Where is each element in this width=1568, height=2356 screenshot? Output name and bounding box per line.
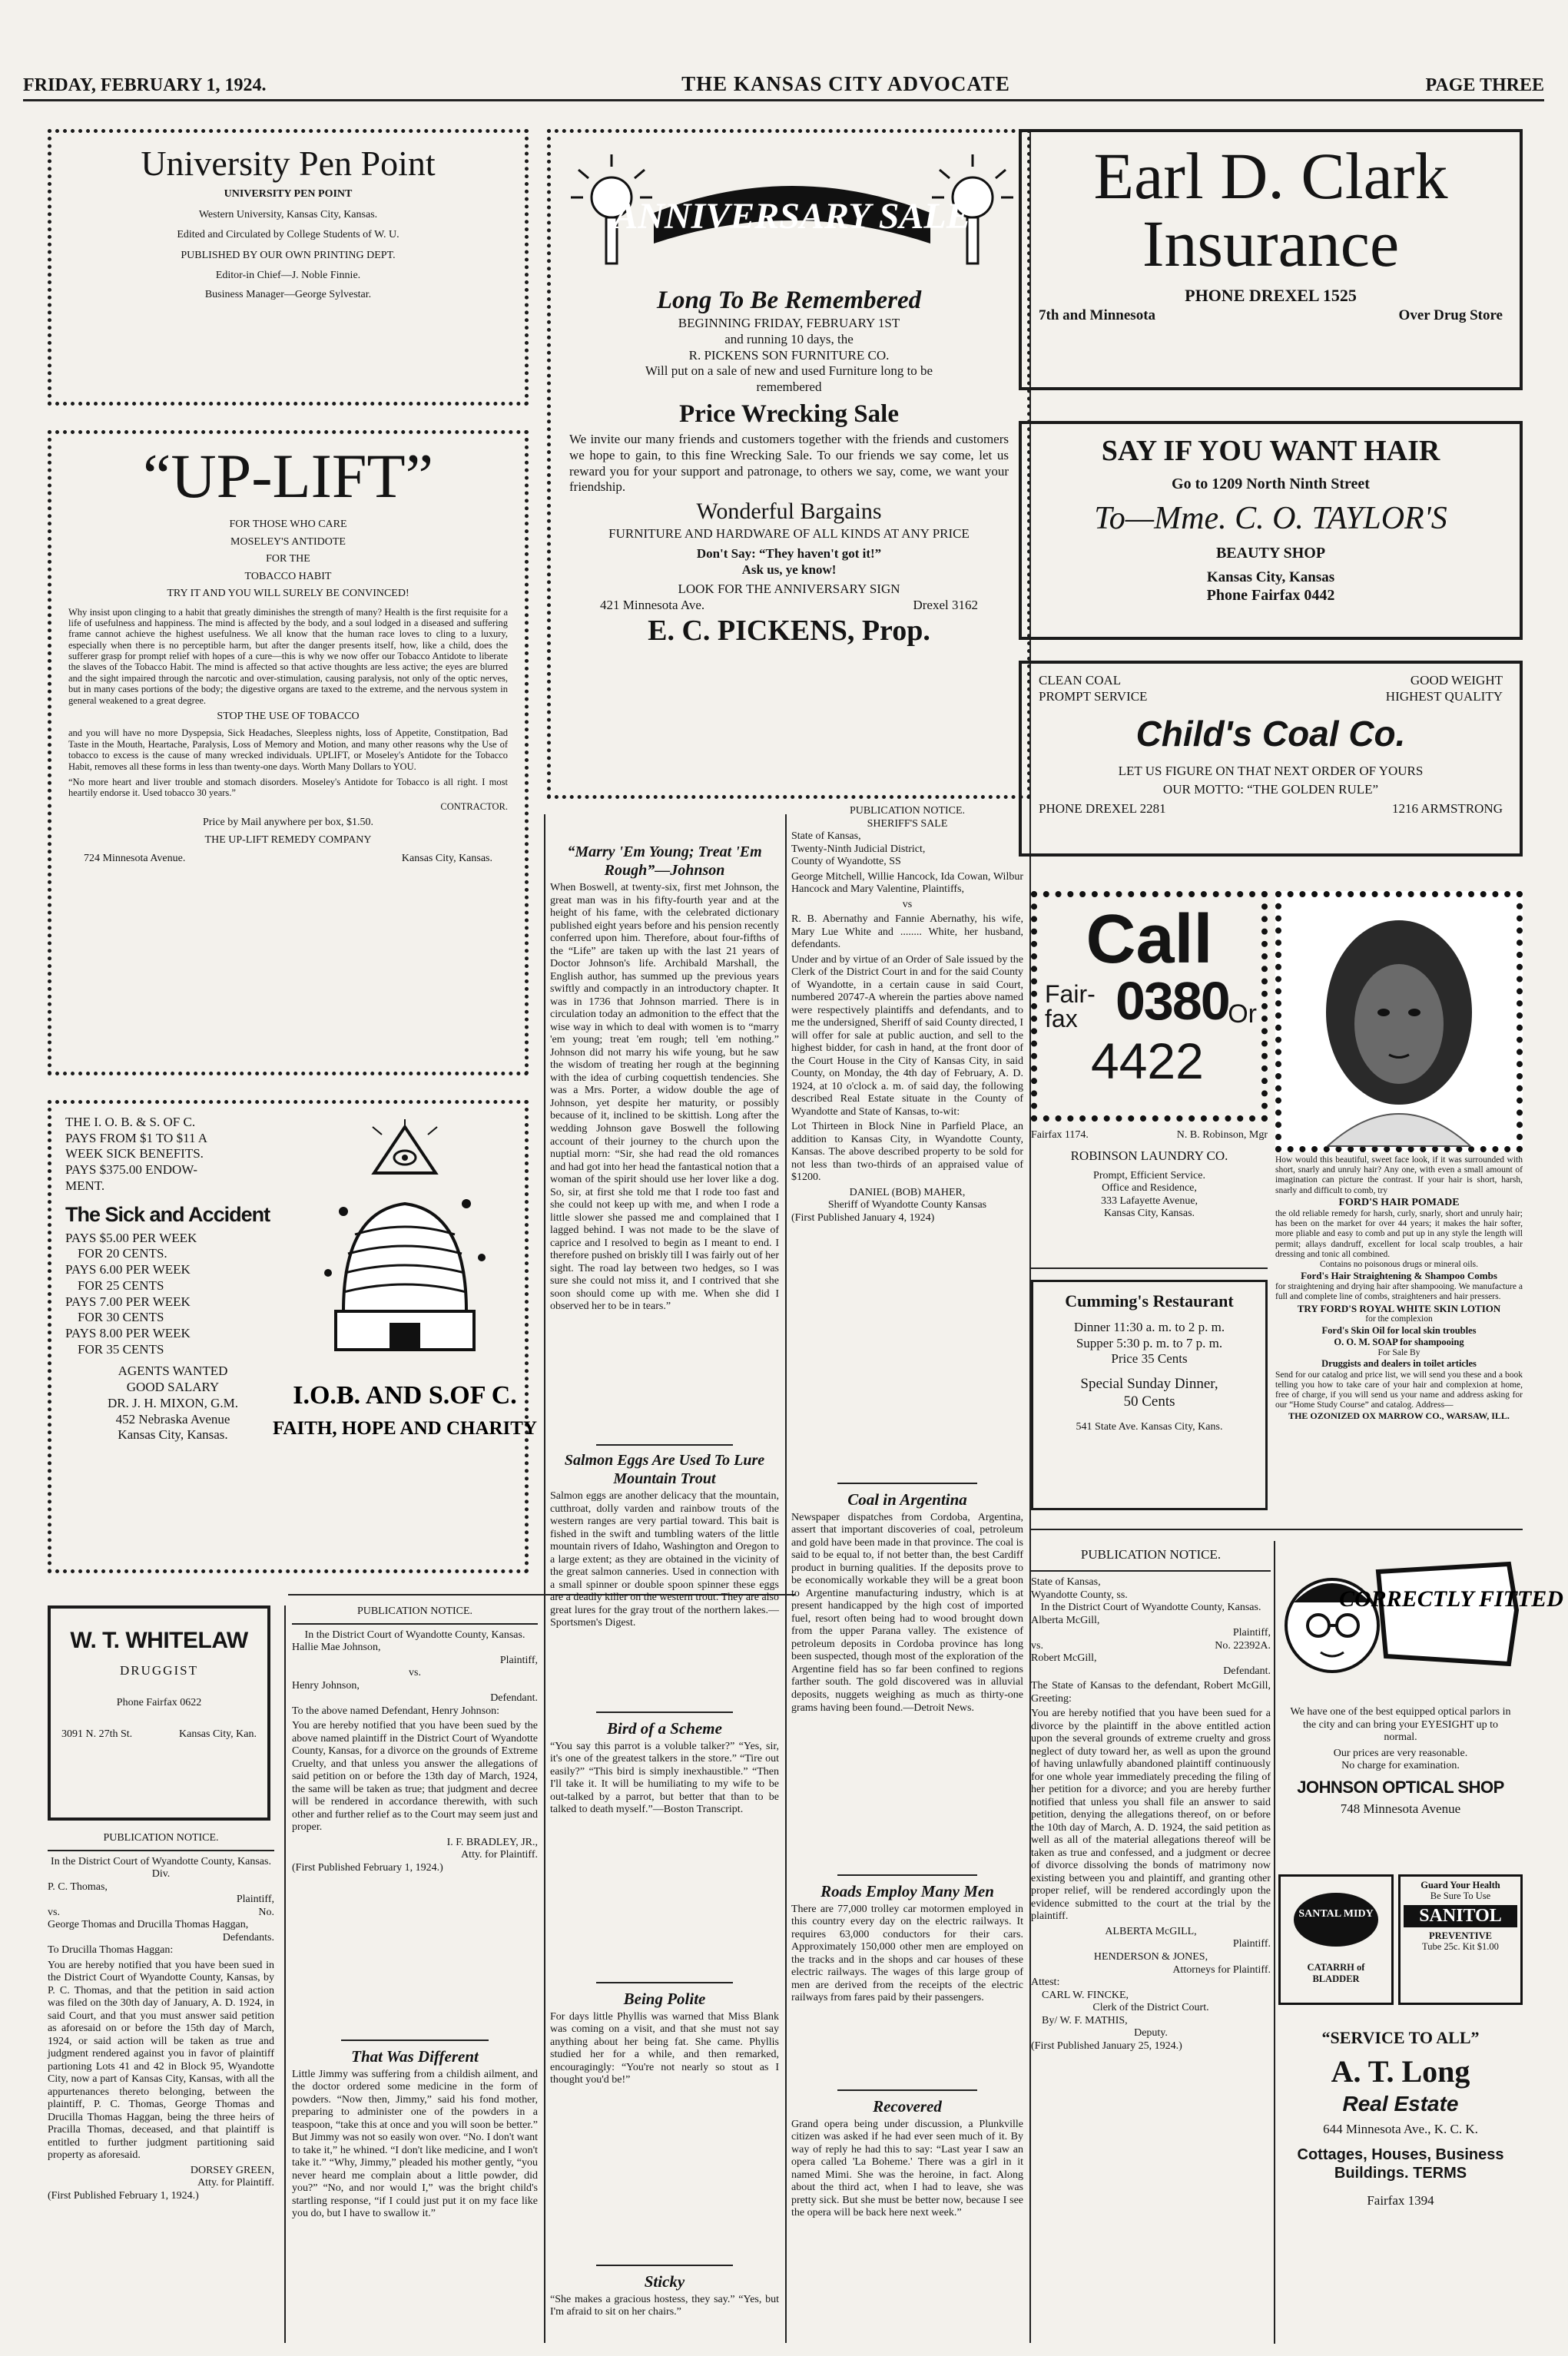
uplift-contractor: CONTRACTOR.	[440, 800, 508, 812]
different-title: That Was Different	[351, 2047, 479, 2066]
long-c1: Cottages, Houses, Business Buildings. TERMS	[1297, 2146, 1504, 2182]
uplift-ad	[48, 430, 529, 1075]
mcgill-sig2: Plaintiff.	[1232, 1938, 1271, 1950]
long-name: A. T. Long	[1331, 2053, 1470, 2089]
johnson-body: When Boswell, at twenty-six, first met Johnson, the great man was in his fifty-fourth year and at the height of his fame, with the celebrated dictionary published eight years before and his pension recently conferred upon him. Therefore, about four-fifths of the “Life” are taken up with the last 21 years of Doctor Johnson's life. Archibald Marshall, the English author, has summed up the previous years swiftly and compactly in an introductory chapter. It was in 1736 that Johnson married. There is in circulation today an admonition to the effect that the wise way in which to deal with women is to “marry 'em young; treat 'em rough; tell 'em nothing.” Johnson did not marry his wife young, but he saw the wisdom of treating her rough at the beginning with the idea of curbing coquettish tendencies. She was a Mrs. Porter, a widow double the age of Johnson, yet despite her maturity, or possibly because of it, inclined to be skittish. Long after the wedding Johnson gave Boswell the following account of their journey to the church upon the nuptial morn: “Sir, she had read the old romances and had got into her head the fantastical notion that a woman of the spirit should use her lover like a dog. So, sir, at first she told me that I rode too fast and she could not keep up with me, and when I rode a little slower she passed me and complained that I lagged behind. I was not made to be the slave of caprice and I resolved to begin as I meant to end. I therefore pushed on briskly till I was fairly out of her sight. The road lay between two hedges, so I was sure she could not miss it, and I contrived that she soon should come up with me. When she did I observed her to be in tears.”	[550, 882, 779, 1313]
salmon-title: Salmon Eggs Are Used To Lure Mountain Trout	[564, 1452, 765, 1487]
sheriff-dist: Twenty-Ninth Judicial District,	[791, 843, 926, 855]
cummings-l4: Special Sunday Dinner,	[1080, 1376, 1218, 1393]
mcgill-sig: ALBERTA McGILL,	[1105, 1925, 1197, 1937]
anniv-long: Long To Be Remembered	[656, 287, 922, 314]
whitelaw-city: Kansas City, Kan.	[179, 1728, 257, 1740]
sheriff-def: R. B. Abernathy and Fannie Abernathy, his wife, Mary Lue White and ........ White, her husband, defendants.	[791, 913, 1023, 951]
coal-body: Newspaper dispatches from Cordoba, Argentina, assert that important discoveries of coal, petroleum and gold have been made in that province. The coal is said to be equal to, if not better than, the best Cardiff product in burning qualities. If the deposits prove to be economically workable they will be a great boon to Argentine manufacturing industry, which is at present handicapped by the high cost of imported fuel, resort often being had to wood brought down from the upper Parana valley. The existence of petroleum deposits in Cordoba province has long been suspected, though most of the exploration of the Argentine field has so far been confined to regions farther south. The gold discovered was in alluvial deposits, nuggets weighing as much as thirty-one grams having been found.—Detroit News.	[791, 1511, 1023, 1714]
sheriff-sig: DANIEL (BOB) MAHER,	[849, 1186, 966, 1198]
salmon-body: Salmon eggs are another delicacy that the mountain, cutthroat, dolly varden and rainbow trouts of the western ranges are very partial toward. This bait is fished in the swift and tumbling waters of the little mountain rivers of Idaho, Washington and Oregon to a large extent; as they are obtained in the vicinity of the great salmon canneries. Used in connection with a small spinner or double spoon spinner these eggs are a deadly killer on the western trout. They are also great lures for the gray trout of the northern lakes.—Sportsmen's Digest.	[550, 1490, 779, 1629]
laundry-l3: Prompt, Efficient Service.	[1093, 1169, 1205, 1181]
johnson-title: “Marry 'Em Young; Treat 'Em Rough”—Johnson	[567, 843, 762, 879]
iob-doctor: DR. J. H. MIXON, G.M.	[107, 1395, 238, 1410]
whitelaw-name: W. T. WHITELAW	[70, 1628, 248, 1653]
laundry-l6: Kansas City, Kansas.	[1103, 1208, 1195, 1220]
iob-emblem2: FAITH, HOPE AND CHARITY	[272, 1418, 538, 1439]
anniv-addr: 421 Minnesota Ave.	[600, 597, 705, 612]
that-was-different	[292, 2040, 538, 2347]
anniversary-banner-text: ANNIVERSARY SALE	[613, 196, 971, 237]
iob-city: Kansas City, Kansas.	[118, 1427, 228, 1443]
ford-b4: Send for our catalog and price list, we will send you these and a book telling you how to take care of your hair and complexion at home, free of charge, if you will send us your name and address asking for our “Home Study Course” and catalog. Address—	[1275, 1370, 1523, 1410]
mcgill-att: HENDERSON & JONES,	[1093, 1951, 1208, 1963]
sheriff-body: Under and by virtue of an Order of Sale issued by the Clerk of the District Court in and for the said County of Wyandotte, in a certain cause in said Court, numbered 20747-A wherein the parties above named were respectively plaintiffs and defendants, and to me the undersigned, Sheriff of said County directed, I will offer for sale at public auction, and sell to the highest bidder, for cash in hand, at the front door of the Court House in the City of Kansas City, in said County, on Monday, the 4th day of February, A. D. 1924, at 10 o'clock a. m. of said day, the following described Real Estate situate in the County of Wyandotte and State of Kansas, to-wit:	[791, 953, 1023, 1118]
laundry-l4: Office and Residence,	[1102, 1182, 1197, 1195]
call-n2: 4422	[1091, 1032, 1204, 1089]
uplift-l4: TOBACCO HABIT	[244, 570, 332, 582]
pen-title: University Pen Point	[141, 144, 436, 183]
clark-phone: PHONE DREXEL 1525	[1185, 286, 1357, 306]
sheriff-county: County of Wyandotte, SS	[791, 856, 901, 868]
mcgill-dep2: Deputy.	[1134, 2027, 1168, 2040]
mcgill-head: PUBLICATION NOTICE.	[1080, 1547, 1222, 1562]
sheriff-first: (First Published January 4, 1924)	[791, 1211, 935, 1224]
sticky-body: “She makes a gracious hostess, they say.” “Yes, but I'm afraid to sit on her chairs.”	[550, 2293, 779, 2318]
sanitol-guard: Guard Your Health	[1420, 1880, 1500, 1890]
call-n1: 0380	[1116, 971, 1229, 1031]
call-word: Call	[1086, 901, 1213, 978]
mcgill-no: No. 22392A.	[1215, 1639, 1271, 1652]
clark-l1: Earl D. Clark	[1093, 139, 1448, 213]
uplift-stop: STOP THE USE OF TOBACCO	[217, 710, 360, 722]
pen-published: PUBLISHED BY OUR OWN PRINTING DEPT.	[181, 249, 396, 261]
coal-title: Coal in Argentina	[847, 1490, 967, 1509]
iob-ad	[48, 1100, 538, 1573]
santal-capsule	[1285, 1881, 1387, 1958]
mcgill-to: The State of Kansas to the defendant, Robert McGill, Greeting:	[1031, 1680, 1271, 1705]
optical-name: JOHNSON OPTICAL SHOP	[1297, 1777, 1504, 1797]
laundry-l2: N. B. Robinson, Mgr	[1176, 1129, 1268, 1141]
thomas-court: In the District Court of Wyandotte County, Kansas.	[51, 1855, 271, 1867]
iob-addr: 452 Nebraska Avenue	[115, 1411, 230, 1427]
thomas-first: (First Published February 1, 1924.)	[48, 2189, 199, 2202]
hair-l5: Kansas City, Kansas	[1206, 569, 1335, 586]
anniv-begin: BEGINNING FRIDAY, FEBRUARY 1ST	[678, 316, 900, 331]
anniv-store: R. PICKENS SON FURNITURE CO.	[688, 347, 890, 363]
anniv-ask: Ask us, ye know!	[741, 562, 837, 578]
ford-h4: Ford's Skin Oil for local skin troubles	[1321, 1324, 1477, 1336]
sheriff-vs: vs	[902, 898, 913, 910]
johnson-haggan-notice	[292, 1605, 538, 2020]
jh-to: To the above named Defendant, Henry Johnson:	[292, 1705, 499, 1717]
uplift-quote: “No more heart and liver trouble and stomach disorders. Moseley's Antidote for Tobacco is all right. I most heartily endorse it. Used tobacco 30 years.”	[68, 776, 508, 799]
beehive-emblem	[272, 1119, 538, 1480]
uplift-l5: TRY IT AND YOU WILL SURELY BE CONVINCED!	[167, 588, 409, 600]
mcgill-attest: Attest:	[1031, 1977, 1060, 1989]
iob-agents: AGENTS WANTED	[118, 1364, 228, 1379]
ford-q: How would this beautiful, sweet face look, if it was surrounded with short, snarly and unruly hair? Any one, with even a small amount of imagination can picture the contrast. If your hair is short, harsh, snarly and difficult to comb, try	[1275, 1155, 1523, 1195]
thomas-no: No.	[258, 1906, 274, 1918]
whitelaw-ad	[48, 1605, 270, 1821]
uplift-city: Kansas City, Kansas.	[401, 853, 492, 865]
childs-b: GOOD WEIGHT	[1410, 673, 1503, 688]
ford-h5: O. O. M. SOAP for shampooing	[1334, 1336, 1464, 1347]
santal-name: SANTAL MIDY	[1298, 1908, 1374, 1920]
cummings-name: Cumming's Restaurant	[1065, 1291, 1234, 1311]
whitelaw-addr: 3091 N. 27th St.	[61, 1728, 133, 1740]
laundry-l1: Fairfax 1174.	[1031, 1129, 1089, 1141]
mcgill-p1: Alberta McGill,	[1031, 1614, 1100, 1626]
optical-addr: 748 Minnesota Avenue	[1340, 1801, 1461, 1816]
iob-l1: THE I. O. B. & S. OF C.	[65, 1115, 196, 1129]
polite-title: Being Polite	[623, 1990, 706, 2008]
clark-l2: Insurance	[1142, 207, 1400, 280]
ford-h2: Ford's Hair Straightening & Shampoo Combs	[1301, 1270, 1497, 1282]
sheriff-notice	[791, 805, 1023, 1473]
mcgill-d1: Robert McGill,	[1031, 1652, 1097, 1665]
pen-loc: Western University, Kansas City, Kansas.	[198, 208, 378, 220]
jh-body: You are hereby notified that you have been sued by the above named plaintiff in the District Court of Wyandotte County, Kansas, for a divorce on the grounds of Extreme Cruelty, and that unless you answer the allegations of said petition on or before the 13th day of March, 1924, the same will be taken as true; that judgment and decree will be rendered in accordance therewith, with such other and further relief as to the Court may seem just and proper.	[292, 1720, 538, 1834]
call-or: Or	[1228, 999, 1257, 1029]
childs-h: 1216 ARMSTRONG	[1391, 801, 1503, 817]
mcgill-clerk2: Clerk of the District Court.	[1092, 2002, 1209, 2014]
sheriff-parties: George Mitchell, Willie Hancock, Ida Cowan, Wilbur Hancock and Mary Valentine, Plaintiffs,	[791, 870, 1023, 896]
cummings-l5: 50 Cents	[1123, 1393, 1175, 1410]
iob-rate-line: PAYS 8.00 PER WEEK	[65, 1326, 191, 1341]
pen-editor: Editor-in Chief—J. Noble Finnie.	[215, 270, 361, 282]
optical-charge: No charge for examination.	[1341, 1760, 1460, 1772]
hair-ad	[1019, 421, 1523, 640]
sheriff-head: PUBLICATION NOTICE.	[849, 805, 966, 817]
mcgill-att2: Attorneys for Plaintiff.	[1172, 1963, 1271, 1976]
jh-sig2: Atty. for Plaintiff.	[461, 1849, 538, 1861]
mcgill-df: Defendant.	[1223, 1665, 1271, 1677]
thomas-pl: Plaintiff,	[236, 1894, 274, 1906]
childs-name: Child's Coal Co.	[1135, 714, 1406, 754]
jh-first: (First Published February 1, 1924.)	[292, 1861, 443, 1874]
optical-body: We have one of the best equipped optical parlors in the city and can bring your EYESIGHT up to normal.	[1290, 1706, 1511, 1744]
thomas-div: Div.	[151, 1868, 171, 1880]
sanitol-guard2: Be Sure To Use	[1430, 1890, 1491, 1902]
iob-rate-line: PAYS 7.00 PER WEEK	[65, 1294, 191, 1309]
jh-sig: I. F. BRADLEY, JR.,	[446, 1836, 538, 1848]
jh-court: In the District Court of Wyandotte County, Kansas.	[304, 1629, 525, 1641]
uplift-price: Price by Mail anywhere per box, $1.50.	[203, 817, 373, 829]
ford-b3: for the complexion	[1365, 1314, 1433, 1324]
mcgill-pl: Plaintiff,	[1232, 1627, 1271, 1639]
laundry-ad	[1031, 1129, 1268, 1244]
pen-sub: UNIVERSITY PEN POINT	[224, 188, 353, 200]
uplift-addr: 724 Minnesota Avenue.	[84, 853, 186, 865]
childs-e: LET US FIGURE ON THAT NEXT ORDER OF YOURS	[1118, 763, 1424, 778]
iob-rate-price: FOR 30 CENTS	[78, 1310, 164, 1325]
clark-store: Over Drug Store	[1398, 307, 1503, 324]
call-fax: fax	[1045, 1005, 1078, 1032]
thomas-body: You are hereby notified that you have been sued in the District Court of Wyandotte County, Kansas, by P. C. Thomas, and that the petition in said action was filed on the 30th day of January, A. D. 1924, in said Court, and that you must answer said petition as aforesaid on or before the 15th day of March, 1924, or said action will be taken as true and judgment rendered against you in favor of plaintiff partioning Lots 41 and 42 in Block 95, Wyandotte City, now a part of Kansas City, Kansas, with all the appurtenances thereto belonging, between the plaintiff, P. C. Thomas, George Thomas and Drucilla Thomas Haggan, being the three heirs of Pracilla Thomas, deceased, and that plaintiff is entitled to further judgment partitioning said property as aforesaid.	[48, 1959, 274, 2162]
jh-vs: vs.	[409, 1667, 421, 1679]
ford-h6: THE OZONIZED OX MARROW CO., WARSAW, ILL.	[1288, 1410, 1510, 1422]
thomas-sig2: Atty. for Plaintiff.	[197, 2177, 274, 2189]
ford-b1: the old reliable remedy for harsh, curly, snarly, short and unruly hair; has been on the market for over 44 years; it makes the hair softer, more pliable and easy to comb and put up in any style the length will permit; allays dandruff, excellent for local scalp troubles, a hair dressing and tonic all combined.	[1275, 1208, 1523, 1259]
childs-g: PHONE DREXEL 2281	[1039, 801, 1166, 817]
childs-a: CLEAN COAL	[1039, 673, 1122, 688]
cummings-l2: Supper 5:30 p. m. to 7 p. m.	[1076, 1335, 1223, 1350]
thomas-to: To Drucilla Thomas Haggan:	[48, 1944, 174, 1957]
sanitol-prev: PREVENTIVE	[1429, 1930, 1492, 1942]
scheme-title: Bird of a Scheme	[607, 1719, 722, 1738]
ford-b2: for straightening and drying hair after shampooing. We manufacture a full and complete line of combs, straighteners and hair pressers.	[1275, 1282, 1523, 1302]
mcgill-state: State of Kansas,	[1031, 1576, 1101, 1589]
ford-h3: TRY FORD'S ROYAL WHITE SKIN LOTION	[1297, 1302, 1501, 1314]
jh-df: Defendant.	[490, 1692, 538, 1705]
anniv-tel: Drexel 3162	[913, 597, 978, 612]
mcgill-vs: vs.	[1031, 1639, 1043, 1652]
uplift-body1: Why insist upon clinging to a habit that greatly diminishes the strength of many? Health is the first requisite for a life of usefulness and happiness. The mind is affected by the body, and a soul lodged in a diseased and suffering frame cannot achieve the highest usefulness. We all know that the human race loves to cling to a luxury, especially when there is no perceptible harm, but after the danger presents itself, how, like a child, does the sufferer grasp for prompt relief with hopes of a cure—this is why we now offer our Tobacco Antidote to liberate the slaves of the Tobacco Habit. The mind is affected so that active thoughts are less active; the eyes are blurred and the sight impaired through the narcotic and over-stimulation, causing paralysis, not only of the optic nerves, but in many cases portions of the body; the digestive organs are taxed to the extreme, and the nervous system in general weakened to a great degree.	[68, 606, 508, 706]
hair-l2: Go to 1209 North Ninth Street	[1172, 476, 1370, 492]
sanitol-small: Tube 25c. Kit $1.00	[1422, 1941, 1499, 1953]
uplift-l3: FOR THE	[266, 553, 310, 565]
roads-body: There are 77,000 trolley car motormen employed in this country every day on the electric railways. It requires 63,000 conductors for their cars. Approximately 150,000 other men are employed on the tracks and in the shops and car houses of these electric railways. The wages of this large group of men are derived from the receipts of the electric railways from fares paid by their passengers.	[791, 1903, 1023, 2004]
ford-d: Druggists and dealers in toilet articles	[1321, 1358, 1477, 1370]
anniv-dont: Don't Say: “They haven't got it!”	[696, 546, 882, 562]
uplift-l2: MOSELEY'S ANTIDOTE	[230, 535, 346, 548]
anniv-price: Price Wrecking Sale	[679, 399, 899, 428]
mcgill-dep: By/ W. F. MATHIS,	[1042, 2014, 1128, 2026]
uplift-l1: FOR THOSE WHO CARE	[229, 519, 347, 530]
sticky-title: Sticky	[644, 2272, 685, 2291]
thomas-sig: DORSEY GREEN,	[190, 2164, 274, 2176]
thomas-vs: vs.	[48, 1906, 60, 1918]
anniv-furn: FURNITURE AND HARDWARE OF ALL KINDS AT ANY PRICE	[608, 525, 970, 541]
uplift-title: “UP-LIFT”	[142, 441, 433, 511]
scheme-article	[550, 1711, 779, 1880]
childs-f: OUR MOTTO: “THE GOLDEN RULE”	[1162, 782, 1379, 797]
childs-c: PROMPT SERVICE	[1039, 688, 1148, 704]
sheriff-sub: SHERIFF'S SALE	[867, 817, 948, 830]
masthead-date: FRIDAY, FEBRUARY 1, 1924.	[23, 75, 267, 95]
anniversary-ad	[547, 129, 1031, 799]
childs-d: HIGHEST QUALITY	[1385, 688, 1503, 704]
woman-portrait	[1281, 897, 1517, 1146]
roads-title: Roads Employ Many Men	[820, 1882, 994, 1900]
pen-point-ad	[48, 129, 529, 406]
cummings-l6: 541 State Ave. Kansas City, Kans.	[1076, 1421, 1223, 1433]
mcgill-first: (First Published January 25, 1924.)	[1031, 2040, 1182, 2052]
uplift-company: THE UP-LIFT REMEDY COMPANY	[204, 833, 372, 846]
recovered-title: Recovered	[873, 2097, 942, 2116]
anniv-days: and running 10 days, the	[724, 331, 854, 346]
long-re: Real Estate	[1342, 2091, 1459, 2116]
sanitol-brand: SANITOL	[1404, 1905, 1517, 1927]
masthead-page: PAGE THREE	[1425, 75, 1544, 95]
ford-h1: FORD'S HAIR POMADE	[1338, 1196, 1460, 1208]
jh-pl: Plaintiff,	[499, 1654, 538, 1666]
whitelaw-phone: Phone Fairfax 0622	[116, 1697, 202, 1709]
iob-rates	[65, 1231, 280, 1358]
clark-ad	[1019, 129, 1523, 390]
iob-l2: PAYS FROM $1 TO $11 A	[65, 1130, 208, 1145]
optical-ad	[1278, 1541, 1563, 1864]
thomas-notice	[48, 1832, 274, 2324]
mcgill-clerk: CARL W. FINCKE,	[1042, 1989, 1129, 2001]
anniv-will: Will put on a sale of new and used Furniture long to be remembered	[645, 363, 933, 395]
mcgill-body: You are hereby notified that you have been sued for a divorce by the plaintiff in the above entitled action upon the several grounds of extreme cruelty and gross neglect of duty toward her, as well as upon the ground of having unlawfully abandoned plaintiff continuously for one whole year immediately preceding the filing of her petition for a divorce; and you are hereby further notified that unless you shall file an answer to said petition, denying the allegations thereof, on or before the 10th day of March, A. D. 1924, the said petition as well as all of the material allegations thereof will be taken as true and confessed, and a judgment or decree of divorce dissolving the bonds of matrimony now existing between you and plaintiff, and granting other proper relief, will be rendered accordingly upon the evidence submitted to the court at the trial by the plaintiff.	[1031, 1708, 1271, 1923]
iob-emblem1: I.O.B. AND S.OF C.	[293, 1381, 517, 1410]
mcgill-county: Wyandotte County, ss.	[1031, 1589, 1128, 1601]
iob-rate-price: FOR 20 CENTS.	[78, 1246, 167, 1261]
iob-sick: The Sick and Accident	[65, 1202, 270, 1226]
johnson-article	[550, 837, 779, 1433]
iob-rate-price: FOR 25 CENTS	[78, 1277, 164, 1293]
scheme-body: “You say this parrot is a voluble talker?” “Yes, sir, it's one of the greatest talkers in the store.” “Tire out easily?” “This bird is simply inexhaustible.” “Then I'll take it. It will be humiliating to my wife to be out-talked by a parrot, but better that than to be talked to death myself.”—Boston Transcript.	[550, 1740, 779, 1816]
jh-head: PUBLICATION NOTICE.	[356, 1605, 473, 1617]
masthead	[23, 72, 1544, 101]
long-addr: 644 Minnesota Ave., K. C. K.	[1323, 2121, 1478, 2136]
sheriff-state: State of Kansas,	[791, 830, 861, 843]
pen-edited: Edited and Circulated by College Students of W. U.	[177, 229, 399, 241]
recovered-article	[791, 2089, 1023, 2343]
jh-d1: Henry Johnson,	[292, 1679, 360, 1692]
santal-ad	[1278, 1874, 1394, 2005]
cummings-ad	[1031, 1280, 1268, 1510]
hair-l3: To—Mme. C. O. TAYLOR'S	[1094, 501, 1447, 537]
whitelaw-trade: DRUGGIST	[120, 1662, 198, 1678]
sheriff-sig2: Sheriff of Wyandotte County Kansas	[827, 1199, 987, 1211]
uplift-body2: and you will have no more Dyspepsia, Sick Headaches, Sleepless nights, loss of Appetite, Constitpation, Bad Taste in the Mouth, Heartache, Paralysis, Loss of Memory and Motion, and many other reasons why the Use of tobacco to excess is the cause of many wrecked individuals. UPLIFT, or Moseley's Antidote for the Tobacco Habit, removes all these forms in less than twenty-one days. Worth Many Dollars to YOU.	[68, 727, 508, 772]
sticky-article	[550, 2265, 779, 2349]
thomas-p1: P. C. Thomas,	[48, 1880, 108, 1893]
iob-rate-price: FOR 35 CENTS	[78, 1341, 164, 1357]
childs-coal-ad	[1019, 661, 1523, 857]
iob-rate-line: PAYS $5.00 PER WEEK	[65, 1230, 197, 1245]
coal-article	[791, 1483, 1023, 1828]
ford-s: For Sale By	[1377, 1348, 1420, 1358]
call-ad	[1031, 891, 1268, 1122]
thomas-d1: George Thomas and Drucilla Thomas Haggan,	[48, 1919, 249, 1931]
long-motto: “SERVICE TO ALL”	[1321, 2028, 1480, 2047]
sheriff-lot: Lot Thirteen in Block Nine in Parfield Place, an addition to Kansas City, in Wyandotte County, Kansas. The above described property to be sold for not less than two-thirds of an appraised value of $1200.	[791, 1121, 1023, 1184]
clark-addr: 7th and Minnesota	[1039, 307, 1156, 324]
cummings-l1: Dinner 11:30 a. m. to 2 p. m.	[1073, 1319, 1225, 1334]
anniversary-banner	[569, 144, 1015, 282]
anniv-invite: We invite our many friends and customers together with the friends and customers we hope to gain, to this fine Wrecking Sale. To our friends we say come, let us reward you for your support and patronage, to others we say, come, we want your friendship.	[569, 432, 1009, 495]
ford-c: Contains no poisonous drugs or mineral oils.	[1319, 1260, 1479, 1270]
cummings-l3: Price 35 Cents	[1111, 1351, 1188, 1367]
hair-l1: SAY IF YOU WANT HAIR	[1101, 435, 1440, 467]
masthead-title: THE KANSAS CITY ADVOCATE	[681, 72, 1010, 96]
recovered-body: Grand opera being under discussion, a Plunkville citizen was asked if he had ever seen much of it. By way of reply he had this to say: “Last year I saw an opera called 'La Boheme.' There was a girl in it named Mimi. She was the heroine, in fact. Along about the third act, when I had to leave, she was pretty sick. But she must be better now, because I see the opera will be back here next week.”	[791, 2118, 1023, 2219]
iob-l5: MENT.	[65, 1178, 105, 1193]
polite-body: For days little Phyllis was warned that Miss Blank was coming on a visit, and that she must not say anything about her being fat. She came. Phyllis studied her for a while, and then remarked, encouragingly: “You're not nearly so stout as I thought you'd be!”	[550, 2010, 779, 2086]
pen-manager: Business Manager—George Sylvestar.	[204, 288, 372, 300]
anniv-look: LOOK FOR THE ANNIVERSARY SIGN	[678, 581, 900, 596]
optical-sign: CORRECTLY FITTED	[1339, 1586, 1563, 1612]
anniv-wonder: Wonderful Bargains	[696, 499, 882, 525]
iob-l4: PAYS $375.00 ENDOW-	[65, 1162, 198, 1178]
laundry-name: ROBINSON LAUNDRY CO.	[1070, 1148, 1228, 1163]
ford-ad	[1275, 891, 1523, 1506]
sanitol-ad	[1398, 1874, 1523, 2005]
iob-l3: WEEK SICK BENEFITS.	[65, 1146, 204, 1161]
polite-article	[550, 1982, 779, 2212]
mcgill-notice	[1031, 1541, 1271, 2344]
iob-salary: GOOD SALARY	[126, 1380, 220, 1395]
salmon-article	[550, 1444, 779, 1675]
hair-l4: BEAUTY SHOP	[1215, 544, 1326, 562]
call-fair: Fair-	[1045, 980, 1096, 1008]
anniv-prop: E. C. PICKENS, Prop.	[648, 615, 930, 648]
thomas-df: Defendants.	[222, 1931, 274, 1943]
hair-l6: Phone Fairfax 0442	[1206, 587, 1335, 605]
long-ad	[1278, 2028, 1523, 2335]
laundry-l5: 333 Lafayette Avenue,	[1100, 1195, 1198, 1207]
iob-rate-line: PAYS 6.00 PER WEEK	[65, 1262, 191, 1277]
long-tel: Fairfax 1394	[1367, 2193, 1434, 2209]
different-body: Little Jimmy was suffering from a childish ailment, and the doctor ordered some medicine in the form of powders. “Now then, Jimmy,” said his fond mother, preparing to administer one of the powders in a teaspoon, “take this at once and you will soon be better.” But Jimmy was not so easily won over. “No. I don't want to take it,” he whined. “I don't like medicine, and I won't take it.” “Why, Jimmy,” pleaded his mother gently, “you never heard me complain about a little powder, did you?” “No, and nor would I,” was the bright child's startling response, “if I could just put it on my face like you do, but I have to swallow it.”	[292, 2068, 538, 2220]
optical-prices: Our prices are very reasonable.	[1333, 1747, 1468, 1759]
optician-face-sign	[1278, 1541, 1563, 1695]
ford-portrait-frame	[1275, 891, 1523, 1152]
thomas-head: PUBLICATION NOTICE.	[103, 1832, 219, 1844]
roads-article	[791, 1874, 1023, 2059]
santal-cat: CATARRH of BLADDER	[1307, 1962, 1365, 1984]
mcgill-court: In the District Court of Wyandotte County, Kansas.	[1040, 1602, 1261, 1614]
jh-p1: Hallie Mae Johnson,	[292, 1642, 381, 1654]
